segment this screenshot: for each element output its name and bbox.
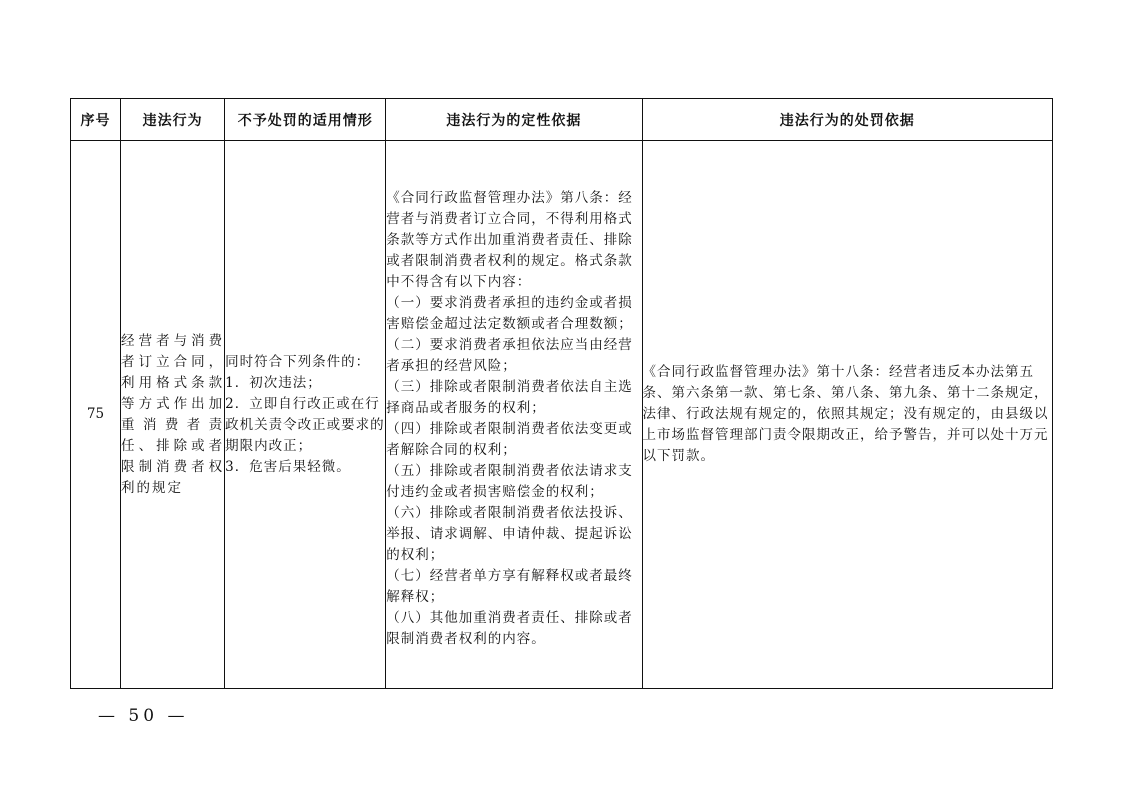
cond-item-1: 1．初次违法； [225, 374, 322, 391]
cell-act: 经营者与消费者订立合同，利用格式条款等方式作出加重消费者责任、排除或者限制消费者权利的规定 [121, 141, 225, 689]
cond-item-2: 2．立即自行改正或在行政机关责令改正或要求的期限内改正； [225, 395, 385, 454]
cell-penalty: 《合同行政监督管理办法》第十八条：经营者违反本办法第五条、第六条第一款、第七条、第八条、第九条、第十二条规定，法律、行政法规有规定的，依照其规定；没有规定的，由县级以上市场监督管理部门责令限期改正，给予警告，并可以处十万元以下罚款。 [642, 141, 1052, 689]
cell-basis [386, 141, 642, 689]
header-cond: 不予处罚的适用情形 [225, 99, 386, 141]
basis-item-6: （六）排除或者限制消费者依法投诉、举报、请求调解、申请仲裁、提起诉讼的权利； [386, 504, 633, 563]
cell-seq: 75 [71, 141, 121, 689]
table-row [71, 141, 1053, 689]
basis-item-2: （二）要求消费者承担依法应当由经营者承担的经营风险； [386, 336, 633, 374]
basis-item-1: （一）要求消费者承担的违约金或者损害赔偿金超过法定数额或者合理数额； [386, 294, 633, 332]
basis-item-7: （七）经营者单方享有解释权或者最终解释权； [386, 567, 633, 605]
basis-item-5: （五）排除或者限制消费者依法请求支付违约金或者损害赔偿金的权利； [386, 462, 633, 500]
cond-item-3: 3．危害后果轻微。 [225, 458, 351, 475]
basis-intro: 《合同行政监督管理办法》第八条：经营者与消费者订立合同，不得利用格式条款等方式作出加重消费者责任、排除或者限制消费者权利的规定。格式条款中不得含有以下内容： [386, 189, 633, 290]
basis-item-3: （三）排除或者限制消费者依法自主选择商品或者服务的权利； [386, 378, 633, 416]
table-header-row [71, 99, 1053, 141]
header-seq: 序号 [71, 99, 121, 141]
basis-item-4: （四）排除或者限制消费者依法变更或者解除合同的权利； [386, 420, 633, 458]
header-basis: 违法行为的定性依据 [386, 99, 642, 141]
page-number: — 50 — [98, 706, 189, 726]
penalty-table [70, 98, 1053, 689]
header-penalty: 违法行为的处罚依据 [642, 99, 1052, 141]
basis-item-8: （八）其他加重消费者责任、排除或者限制消费者权利的内容。 [386, 609, 633, 647]
header-act: 违法行为 [121, 99, 225, 141]
cell-cond [225, 141, 386, 689]
cond-intro: 同时符合下列条件的： [225, 353, 371, 370]
